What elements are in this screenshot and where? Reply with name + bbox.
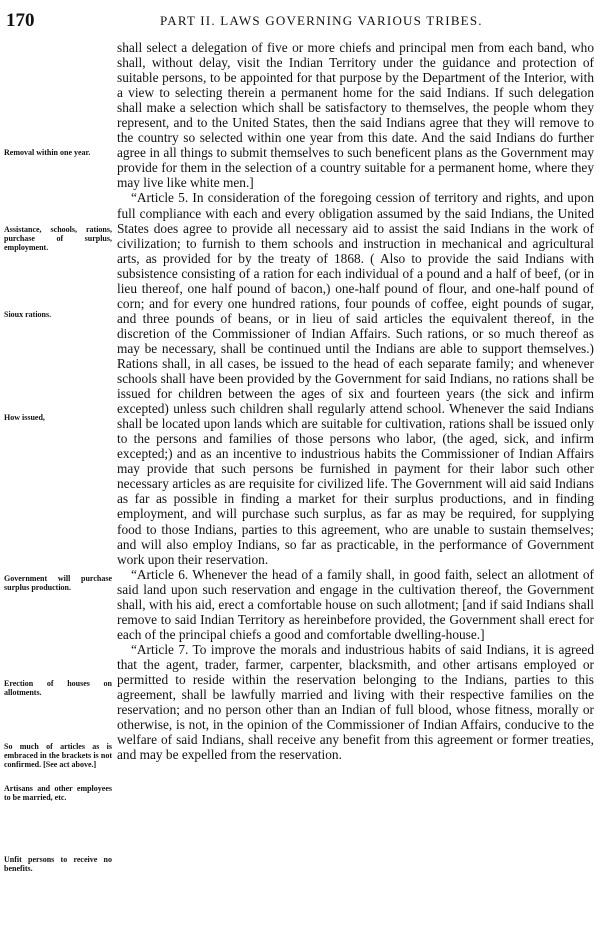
margin-note-surplus: Government will purchase surplus production. [4,574,112,592]
margin-note-assistance: Assistance, schools, rations, purchase of surplus, employment. [4,225,112,252]
paragraph-article-7: “Article 7. To improve the morals and industrious habits of said Indians, it is agreed that the agent, trader, farmer, carpenter, blacksmith, and other artisans employed or permitted to reside within the reservation belonging to the Indians, parties to this agreement, shall be lawfully married and living with their respective families on the reservation; and no person other than an Indian of full blood, whose fitness, morally or otherwise, is not, in the opinion of the Commissioner of Indian Affairs, conducive to the welfare of said Indians, shall receive any benefit from this agreement or former treaties, and may be expelled from the reservation. [117,641,594,763]
body-text [117,40,594,762]
margin-note-sioux-rations: Sioux rations. [4,310,52,319]
margin-note-brackets: So much of articles as is embraced in the brackets is not confirmed. [See act above.] [4,742,112,769]
margin-note-houses: Erection of houses on allotments. [4,679,112,697]
margin-note-how-issued: How issued, [4,413,45,422]
paragraph-article-5: “Article 5. In consideration of the foregoing cession of territory and rights, and upon full compliance with each and every obligation assumed by the said Indians, the United States does agree to provide all necessary aid to assist the said Indians in the work of civilization; to furnish to them schools and instruction in mechanical and agricultural arts, as provided for by the treaty of 1868. ( Also to provide the said Indians with subsistence consisting of a ration for each individual of a pound and a half of beef, (or in lieu thereof, one half pound of bacon,) one-half pound of flour, and one-half pound of corn; and for every one hundred rations, four pounds of coffee, eight pounds of sugar, and three pounds of beans, or in lieu of said articles the equivalent thereof, in the discretion of the Commissioner of Indian Affairs. Such rations, or so much thereof as may be necessary, shall be continued until the Indians are able to support themselves.) Rations shall, in all cases, be issued to the head of each separate family; and whenever schools shall have been provided by the Government for said Indians, no rations shall be issued for children between the ages of six and fourteen years (the sick and infirm excepted) unless such children shall regularly attend school. Whenever the said Indians shall be located upon lands which are suitable for cultivation, rations shall be issued only to the persons and families of those persons who labor, (the aged, sick, and infirm excepted;) and as an incentive to industrious habits the Commissioner of Indian Affairs may provide that such persons be furnished in payment for their labor such other necessary articles as are requisite for civilized life. The Government will aid said Indians as far as possible in finding a market for their surplus productions, and in finding employment, and will purchase such surplus, as far as may be required, for supplying food to those Indians, parties to this agreement, who are unable to sustain themselves; and will also employ Indians, so far as practicable, in the performance of Government work upon their reservation. [117,190,594,567]
page-number: 170 [6,10,35,31]
paragraph-continuation: shall select a delegation of five or more chiefs and principal men from each band, who shall, without delay, visit the Indian Territory under the guidance and protection of suitable persons, to be appointed for that purpose by the Department of the Interior, with a view to selecting therein a permanent home for the said Indians. If such delegation shall make a selection which shall be satisfactory to themselves, the people whom they represent, and to the United States, then the said Indians agree that they will remove to the country so selected within one year from this date. And the said Indians do further agree in all things to submit themselves to such beneficent plans as the Government may provide for them in the selection of a country suitable for a permanent home, where they may live like white men.] [117,40,594,191]
margin-note-unfit-persons: Unfit persons to receive no benefits. [4,855,112,873]
margin-note-artisans: Artisans and other employees to be married, etc. [4,784,112,802]
running-head: PART II. LAWS GOVERNING VARIOUS TRIBES. [160,13,483,28]
page-header [0,10,600,32]
margin-note-removal: Removal within one year. [4,148,91,157]
paragraph-article-6: “Article 6. Whenever the head of a family shall, in good faith, select an allotment of said land upon such reservation and engage in the cultivation thereof, the Government shall, with his aid, erect a comfortable house on such allotment; [and if said Indians shall remove to said Indian Territory as hereinbefore provided, the Government shall erect for each of the principal chiefs a good and comfortable dwelling-house.] [117,566,594,642]
